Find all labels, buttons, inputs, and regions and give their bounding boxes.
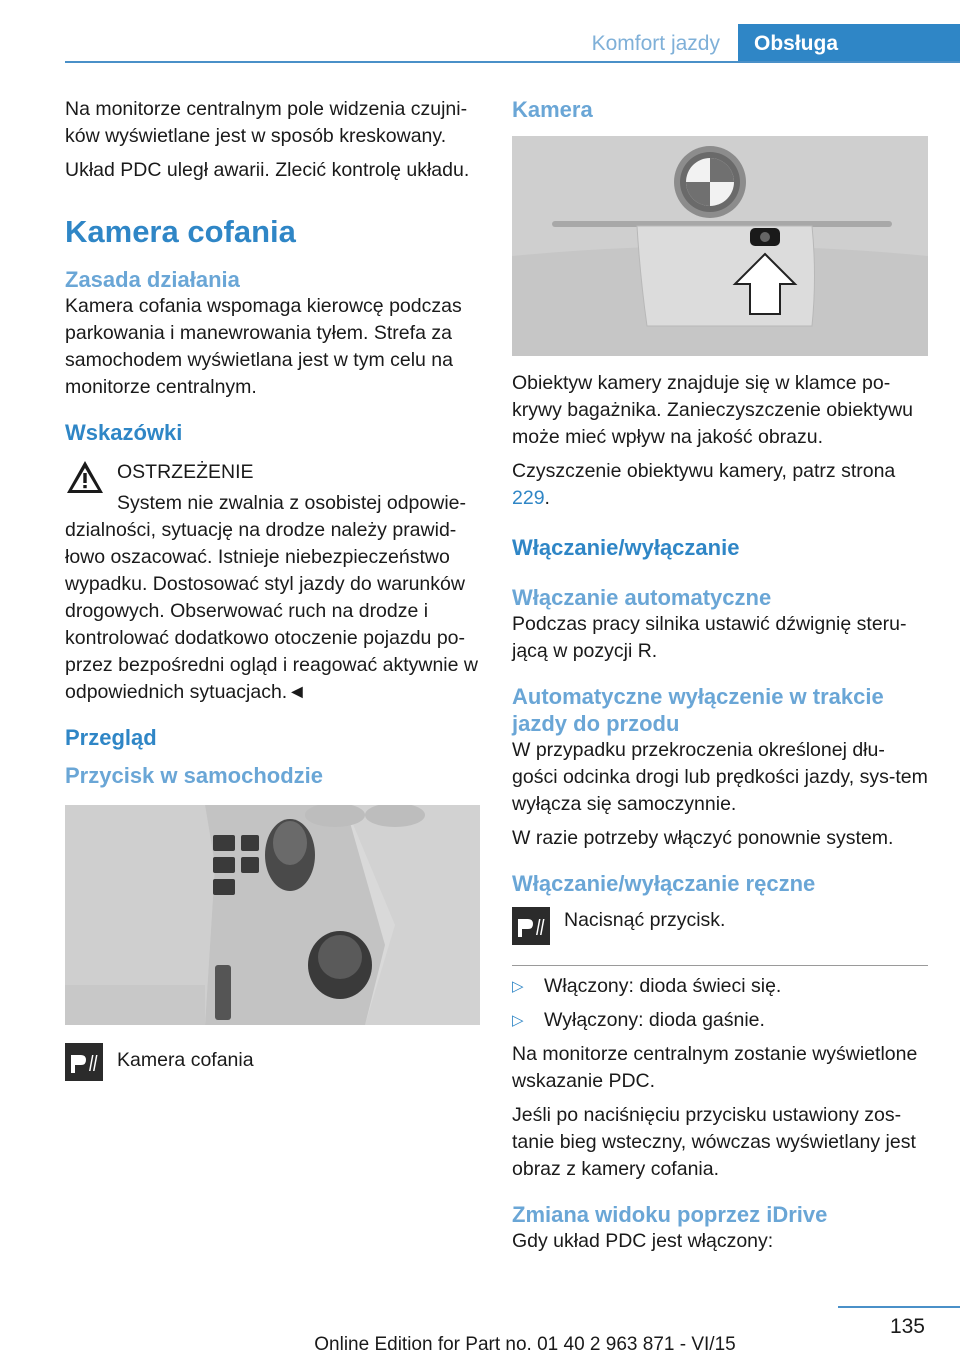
list-item-text: Wyłączony: dioda gaśnie. xyxy=(544,1009,765,1031)
header-rule xyxy=(65,61,960,63)
manual-heading: Włączanie/wyłączanie ręczne xyxy=(512,871,816,896)
on-off-heading: Włączanie/wyłączanie xyxy=(512,535,740,560)
manual-press-text: Nacisnąć przycisk. xyxy=(564,909,726,931)
led-status-list xyxy=(512,973,928,1034)
intro-paragraph-2: Układ PDC uległ awarii. Zlecić kontrolę układu. xyxy=(65,159,470,181)
warning-block xyxy=(65,459,480,706)
triangle-bullet-icon: ▷ xyxy=(512,1012,524,1029)
warning-text-first-line: System nie zwalnia z osobistej odpowie- xyxy=(117,492,467,514)
principle-paragraph: Kamera cofania wspomaga kierowcę podczas parkowania i manewrowania tyłem. Strefa za samochodem wyświetlana jest w tym celu na monitorze centralnym. xyxy=(65,295,462,398)
pdc-button-icon[interactable] xyxy=(512,907,550,945)
auto-off-paragraph: W przypadku przekroczenia określonej dłu-gości odcinka drogi lub prędkości jazdy, sys-tem wyłącza się samoczynnie. xyxy=(512,739,928,815)
cleaning-period: . xyxy=(544,487,550,509)
intro-paragraph-1: Na monitorze centralnym pole widzenia czujni-ków wyświetlane jest w sposób kreskowany. xyxy=(65,98,468,147)
cleaning-paragraph xyxy=(512,458,928,512)
header-chapter-tab: Obsługa xyxy=(738,24,960,63)
reverse-paragraph: Jeśli po naciśnięciu przycisku ustawiony zos-tanie bieg wsteczny, wówczas wyświetlany jest obraz z kamery cofania. xyxy=(512,1104,916,1180)
camera-button-caption-row xyxy=(65,1043,480,1085)
idrive-paragraph: Gdy układ PDC jest włączony: xyxy=(512,1230,774,1252)
right-column xyxy=(512,96,928,1262)
camera-paragraph: Obiektyw kamery znajduje się w klamce po-krywy bagażnika. Zanieczyszczenie obiektywu może mieć wpływ na jakość obrazu. xyxy=(512,372,914,448)
idrive-heading: Zmiana widoku poprzez iDrive xyxy=(512,1202,828,1227)
principle-heading: Zasada działania xyxy=(65,267,240,292)
list-item xyxy=(512,1007,928,1034)
auto-on-heading: Włączanie automatyczne xyxy=(512,585,772,610)
camera-heading: Kamera xyxy=(512,97,593,122)
edition-footer: Online Edition for Part no. 01 40 2 963 871 - VI/15 xyxy=(314,1334,736,1355)
cleaning-text: Czyszczenie obiektywu kamery, patrz strona xyxy=(512,460,896,482)
auto-on-paragraph: Podczas pracy silnika ustawić dźwignię steru-jącą w pozycji R. xyxy=(512,613,907,662)
page-number: 135 xyxy=(889,1315,925,1338)
list-divider xyxy=(512,965,928,966)
button-in-car-heading: Przycisk w samochodzie xyxy=(65,763,323,788)
chapter-title: Kamera cofania xyxy=(65,214,296,249)
camera-button-caption: Kamera cofania xyxy=(117,1049,254,1071)
auto-off-paragraph-2: W razie potrzeby włączyć ponownie system. xyxy=(512,827,894,849)
triangle-bullet-icon: ▷ xyxy=(512,978,524,995)
manual-press-row xyxy=(512,907,928,945)
warning-triangle-icon xyxy=(65,459,105,497)
rear-view-camera-button-icon[interactable] xyxy=(65,1043,103,1081)
left-column xyxy=(65,96,480,1085)
notes-heading: Wskazówki xyxy=(65,420,183,445)
list-item xyxy=(512,973,928,1000)
warning-text-continued: dzialności, sytuację na drodze należy prawid-łowo oszacować. Istnieje niebezpieczeństwo wypadku. Dostosować styl jazdy do warunków drogowych. Obserwować ruch na drodze i kontrolować dodatkowo otoczenie pojazdu po-przez bezpośredni ogląd i reagować aktywnie w odpowiednich sytuacjach.◄ xyxy=(65,519,478,703)
center-console-photo xyxy=(65,805,480,1025)
trunk-camera-photo xyxy=(512,136,928,356)
display-paragraph: Na monitorze centralnym zostanie wyświetlone wskazanie PDC. xyxy=(512,1043,918,1092)
auto-off-heading: Automatyczne wyłączenie w trakcie jazdy do przodu xyxy=(512,684,884,736)
cleaning-page-link[interactable]: 229 xyxy=(512,487,545,509)
overview-heading: Przegląd xyxy=(65,725,157,750)
list-item-text: Włączony: dioda świeci się. xyxy=(544,975,782,997)
footer-rule xyxy=(838,1306,960,1308)
header-section-label: Komfort jazdy xyxy=(591,32,720,55)
warning-label: OSTRZEŻENIE xyxy=(117,461,254,483)
